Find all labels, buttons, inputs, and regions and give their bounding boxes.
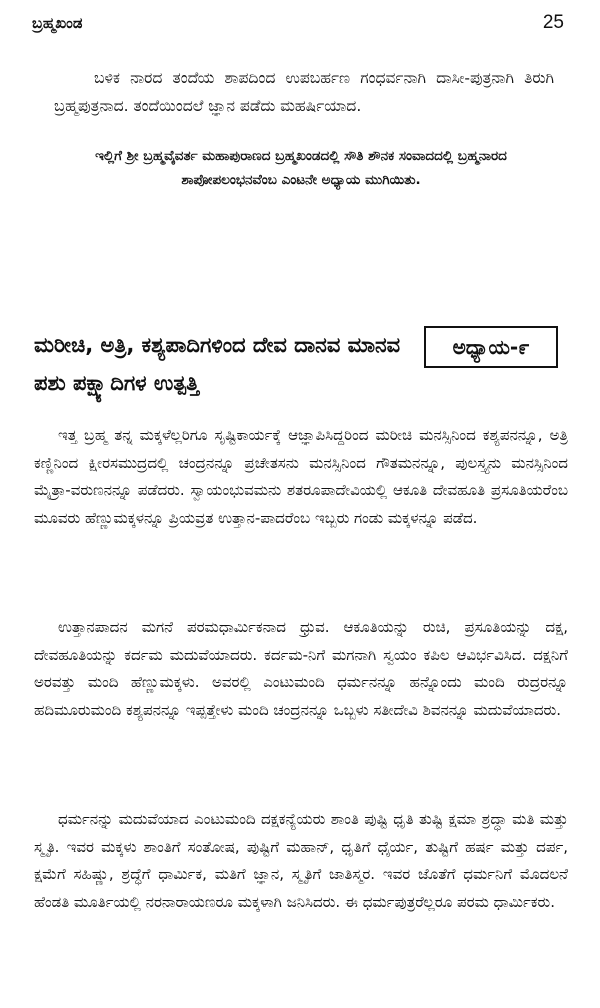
running-head: ಬ್ರಹ್ಮಖಂಡ (32, 14, 83, 32)
chapter-title: ಮರೀಚಿ, ಅತ್ರಿ, ಕಶ್ಯಪಾದಿಗಳಿಂದ ದೇವ ದಾನವ ಮಾನವ ಪಶು ಪಕ್ಷ್ಯಾದಿಗಳ ಉತ್ಪತ್ತಿ (34, 333, 401, 395)
intro-paragraph: ಬಳಿಕ ನಾರದ ತಂದೆಯ ಶಾಪದಿಂದ ಉಪಬರ್ಹಣ ಗಂಧರ್ವನಾಗಿ ದಾಸೀ-ಪುತ್ರನಾಗಿ ತಿರುಗಿ ಬ್ರಹ್ಮಪುತ್ರನಾದ. ತಂದೆಯಿಂದಲೆ ಜ್ಞಾನ ಪಡೆದು ಮಹರ್ಷಿಯಾದ. (54, 69, 554, 115)
page-number: 25 (542, 12, 564, 33)
chapter-number-badge (424, 326, 558, 368)
chapter-number-label: ಅಧ್ಯಾಯ-೯ (452, 335, 530, 359)
body-paragraph-2: ಉತ್ತಾನಪಾದನ ಮಗನೆ ಪರಮಧಾರ್ಮಿಕನಾದ ಧ್ರುವ. ಆಕೂತಿಯನ್ನು ರುಚಿ, ಪ್ರಸೂತಿಯನ್ನು ದಕ್ಷ, ದೇವಹೂತಿಯನ್ನು ಕರ್ದಮ ಮದುವೆಯಾದರು. ಕರ್ದಮ-ನಿಗೆ ಮಗನಾಗಿ ಸ್ವಯಂ ಕಪಿಲ ಆವಿರ್ಭವಿಸಿದ. ದಕ್ಷನಿಗೆ ಅರವತ್ತು ಮಂದಿ ಹೆಣ್ಣುಮಕ್ಕಳು. ಅವರಲ್ಲಿ ಎಂಟುಮಂದಿ ಧರ್ಮನನ್ನೂ ಹನ್ನೊಂದು ಮಂದಿ ರುದ್ರರನ್ನೂ ಹದಿಮೂರುಮಂದಿ ಕಶ್ಯಪನನ್ನೂ ಇಪ್ಪತ್ತೇಳು ಮಂದಿ ಚಂದ್ರನನ್ನೂ ಒಬ್ಬಳು ಸತೀದೇವಿ ಶಿವನನ್ನೂ ಮದುವೆಯಾದರು. (34, 618, 568, 719)
chapter-colophon: ಇಲ್ಲಿಗೆ ಶ್ರೀ ಬ್ರಹ್ಮವೈವರ್ತ ಮಹಾಪುರಾಣದ ಬ್ರಹ್ಮಖಂಡದಲ್ಲಿ ಸೌತಿ ಶೌನಕ ಸಂವಾದದಲ್ಲಿ ಬ್ರಹ್ಮನಾರದ ಶಾಪೋಪಲಂಭನವೆಂಬ ಎಂಟನೇ ಅಧ್ಯಾಯ ಮುಗಿಯಿತು. (95, 148, 507, 188)
body-paragraph-3: ಧರ್ಮನನ್ನು ಮದುವೆಯಾದ ಎಂಟುಮಂದಿ ದಕ್ಷಕನ್ಯೆಯರು ಶಾಂತಿ ಪುಷ್ಟಿ ಧೃತಿ ತುಷ್ಟಿ ಕ್ಷಮಾ ಶ್ರದ್ಧಾ ಮತಿ ಮತ್ತು ಸ್ಮೃತಿ. ಇವರ ಮಕ್ಕಳು ಶಾಂತಿಗೆ ಸಂತೋಷ, ಪುಷ್ಟಿಗೆ ಮಹಾನ್, ಧೃತಿಗೆ ಧೈರ್ಯ, ತುಷ್ಟಿಗೆ ಹರ್ಷ ಮತ್ತು ದರ್ಪ, ಕ್ಷಮೆಗೆ ಸಹಿಷ್ಣು, ಶ್ರದ್ಧೆಗೆ ಧಾರ್ಮಿಕ, ಮತಿಗೆ ಜ್ಞಾನ, ಸ್ಮೃತಿಗೆ ಜಾತಿಸ್ಮರ. ಇವರ ಜೊತೆಗೆ ಧರ್ಮನಿಗೆ ಮೊದಲನೆ ಹೆಂಡತಿ ಮೂರ್ತಿಯಲ್ಲಿ ನರನಾರಾಯಣರೂ ಮಕ್ಕಳಾಗಿ ಜನಿಸಿದರು. ಈ ಧರ್ಮಪುತ್ರರೆಲ್ಲರೂ ಪರಮ ಧಾರ್ಮಿಕರು. (34, 810, 568, 911)
body-paragraph-1: ಇತ್ತ ಬ್ರಹ್ಮ ತನ್ನ ಮಕ್ಕಳೆಲ್ಲರಿಗೂ ಸೃಷ್ಟಿಕಾರ್ಯಕ್ಕೆ ಆಜ್ಞಾಪಿಸಿದ್ದರಿಂದ ಮರೀಚಿ ಮನಸ್ಸಿನಿಂದ ಕಶ್ಯಪನನ್ನೂ, ಅತ್ರಿ ಕಣ್ಣಿನಿಂದ ಕ್ಷೀರಸಮುದ್ರದಲ್ಲಿ ಚಂದ್ರನನ್ನೂ ಪ್ರಚೇತಸನು ಮನಸ್ಸಿನಿಂದ ಗೌತಮನನ್ನೂ, ಪುಲಸ್ತ್ಯನು ಮನಸ್ಸಿನಿಂದ ಮೈತ್ರಾ-ವರುಣನನ್ನೂ ಪಡೆದರು. ಸ್ವಾಯಂಭುವಮನು ಶತರೂಪಾದೇವಿಯಲ್ಲಿ ಆಕೂತಿ ದೇವಹೂತಿ ಪ್ರಸೂತಿಯರೆಂಬ ಮೂವರು ಹೆಣ್ಣುಮಕ್ಕಳನ್ನೂ ಪ್ರಿಯವ್ರತ ಉತ್ತಾನ-ಪಾದರೆಂಬ ಇಬ್ಬರು ಗಂಡು ಮಕ್ಕಳನ್ನೂ ಪಡೆದ. (34, 426, 568, 527)
